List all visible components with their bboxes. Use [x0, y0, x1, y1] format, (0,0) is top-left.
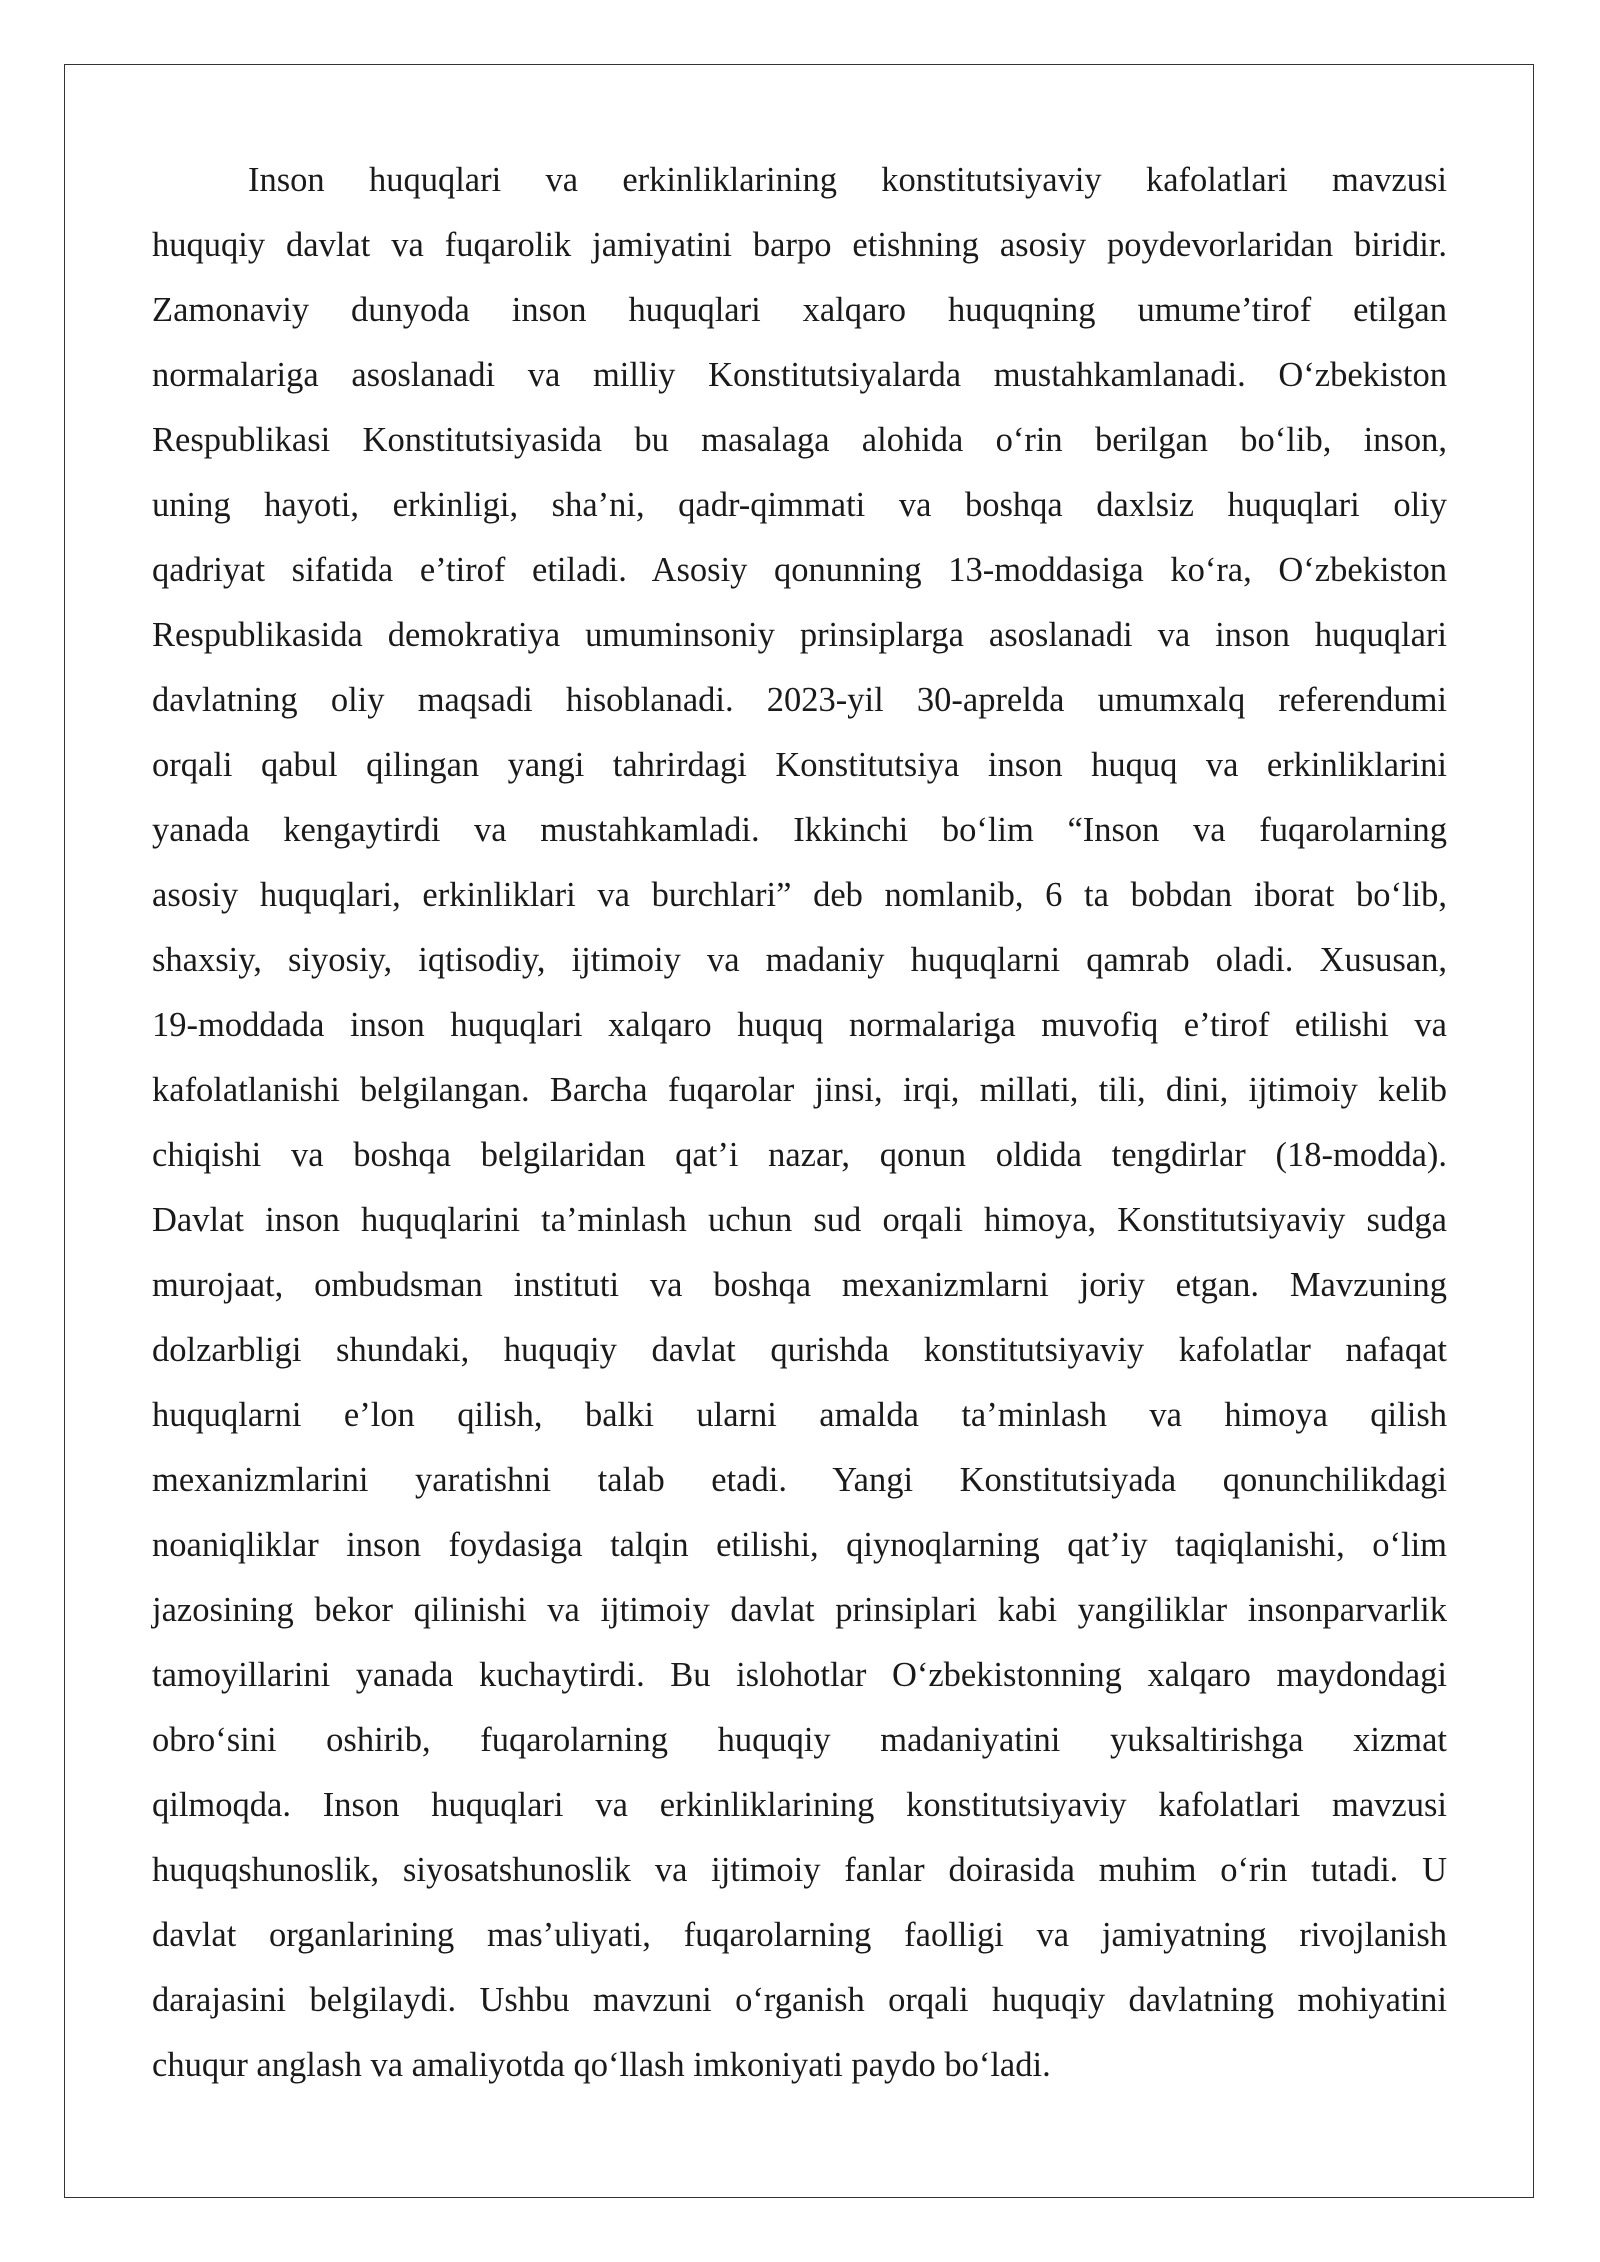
paragraph-line: Inson huquqlari va erkinliklarining konstitutsiyaviy kafolatlari mavzusi [248, 161, 1447, 199]
paragraph-line: yanada kengaytirdi va mustahkamladi. Ikkinchi bo‘lim “Inson va fuqarolarning [152, 811, 1447, 849]
paragraph-line: orqali qabul qilingan yangi tahrirdagi Konstitutsiya inson huquq va erkinliklarini [152, 746, 1447, 784]
paragraph-line: kafolatlanishi belgilangan. Barcha fuqarolar jinsi, irqi, millati, tili, dini, ijtimoiy kelib [152, 1071, 1447, 1109]
body-paragraph [152, 148, 1447, 2098]
paragraph-line: uning hayoti, erkinligi, sha’ni, qadr-qimmati va boshqa daxlsiz huquqlari oliy [152, 486, 1447, 524]
paragraph-line: dolzarbligi shundaki, huquqiy davlat qurishda konstitutsiyaviy kafolatlar nafaqat [152, 1331, 1447, 1369]
paragraph-line: huquqlarni e’lon qilish, balki ularni amalda ta’minlash va himoya qilish [152, 1396, 1447, 1434]
paragraph-line: qilmoqda. Inson huquqlari va erkinliklarining konstitutsiyaviy kafolatlari mavzusi [152, 1786, 1447, 1824]
paragraph-line: shaxsiy, siyosiy, iqtisodiy, ijtimoiy va madaniy huquqlarni qamrab oladi. Xususan, [152, 941, 1447, 979]
paragraph-line: chiqishi va boshqa belgilaridan qat’i nazar, qonun oldida tengdirlar (18-modda). [152, 1136, 1447, 1174]
paragraph-line: noaniqliklar inson foydasiga talqin etilishi, qiynoqlarning qat’iy taqiqlanishi, o‘lim [152, 1526, 1447, 1564]
paragraph-line: huquqiy davlat va fuqarolik jamiyatini barpo etishning asosiy poydevorlaridan biridir. [152, 226, 1447, 264]
paragraph-line: qadriyat sifatida e’tirof etiladi. Asosiy qonunning 13-moddasiga ko‘ra, O‘zbekiston [152, 551, 1447, 589]
paragraph-line: Respublikasi Konstitutsiyasida bu masalaga alohida o‘rin berilgan bo‘lib, inson, [152, 421, 1447, 459]
paragraph-line: jazosining bekor qilinishi va ijtimoiy davlat prinsiplari kabi yangiliklar insonparvarlik [152, 1591, 1447, 1629]
paragraph-line: chuqur anglash va amaliyotda qo‘llash imkoniyati paydo bo‘ladi. [152, 2046, 1051, 2084]
paragraph-line: huquqshunoslik, siyosatshunoslik va ijtimoiy fanlar doirasida muhim o‘rin tutadi. U [152, 1851, 1447, 1889]
paragraph-line: 19-moddada inson huquqlari xalqaro huquq normalariga muvofiq e’tirof etilishi va [152, 1006, 1447, 1044]
paragraph-line: davlat organlarining mas’uliyati, fuqarolarning faolligi va jamiyatning rivojlanish [152, 1916, 1447, 1954]
paragraph-line: obro‘sini oshirib, fuqarolarning huquqiy madaniyatini yuksaltirishga xizmat [152, 1721, 1447, 1759]
paragraph-line: mexanizmlarini yaratishni talab etadi. Yangi Konstitutsiyada qonunchilikdagi [152, 1461, 1447, 1499]
paragraph-line: Zamonaviy dunyoda inson huquqlari xalqaro huquqning umume’tirof etilgan [152, 291, 1447, 329]
paragraph-line: Davlat inson huquqlarini ta’minlash uchun sud orqali himoya, Konstitutsiyaviy sudga [152, 1201, 1447, 1239]
paragraph-line: davlatning oliy maqsadi hisoblanadi. 2023-yil 30-aprelda umumxalq referendumi [152, 681, 1447, 719]
paragraph-line: asosiy huquqlari, erkinliklari va burchlari” deb nomlanib, 6 ta bobdan iborat bo‘lib, [152, 876, 1447, 914]
paragraph-line: tamoyillarini yanada kuchaytirdi. Bu islohotlar O‘zbekistonning xalqaro maydondagi [152, 1656, 1447, 1694]
paragraph-line: normalariga asoslanadi va milliy Konstitutsiyalarda mustahkamlanadi. O‘zbekiston [152, 356, 1447, 394]
paragraph-line: Respublikasida demokratiya umuminsoniy prinsiplarga asoslanadi va inson huquqlari [152, 616, 1447, 654]
paragraph-line: murojaat, ombudsman instituti va boshqa mexanizmlarni joriy etgan. Mavzuning [152, 1266, 1447, 1304]
paragraph-line: darajasini belgilaydi. Ushbu mavzuni o‘rganish orqali huquqiy davlatning mohiyatini [152, 1981, 1447, 2019]
